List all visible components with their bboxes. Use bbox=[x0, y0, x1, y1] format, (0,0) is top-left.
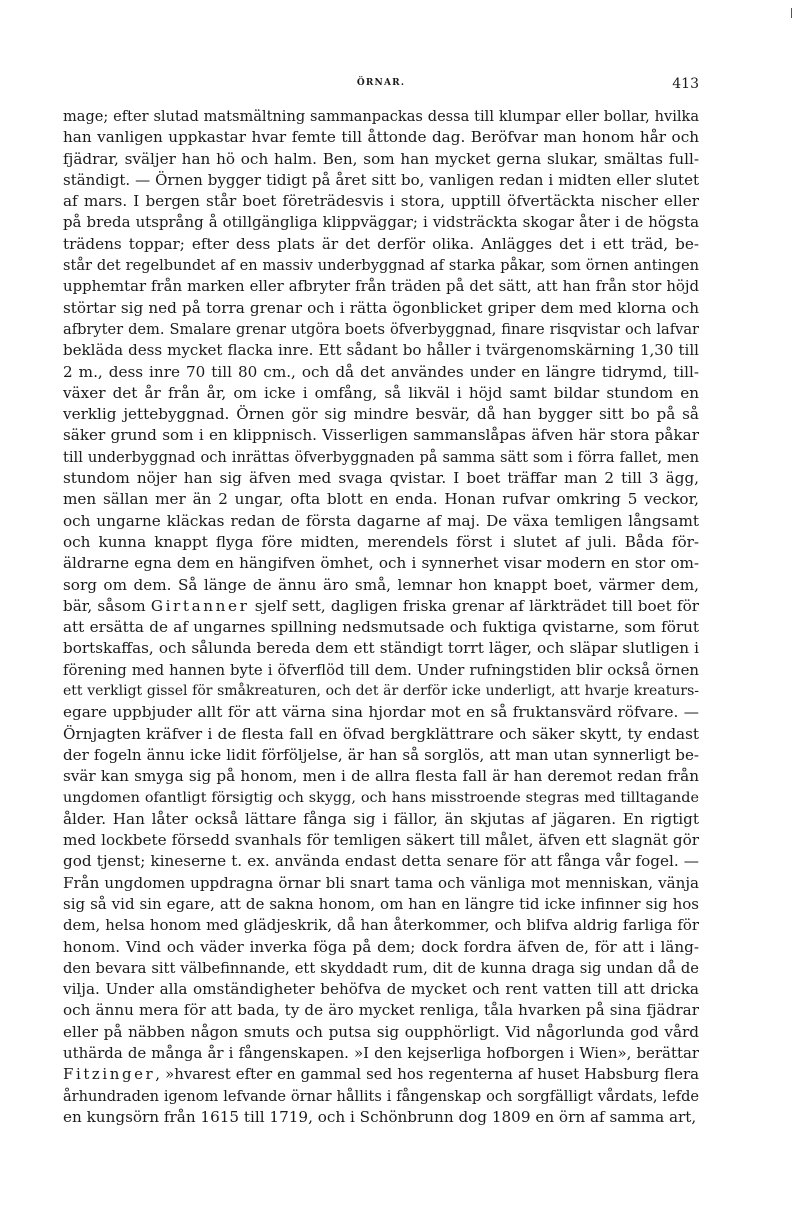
running-head: ÖRNAR. bbox=[356, 78, 406, 88]
spaced-name: Fitzinger bbox=[63, 1065, 156, 1084]
text-line: säker grund som i en klippnisch. Visserligen sammanslåpas äfven här stora påkar bbox=[63, 426, 699, 445]
text-line: ett verkligt gissel för småkreaturen, och det är derför icke underligt, att hvarje kreaturs- bbox=[63, 683, 699, 700]
text-line: ständigt. — Örnen bygger tidigt på året sitt bo, vanligen redan i midten eller slutet bbox=[63, 170, 699, 189]
text-line: den bevara sitt välbefinnande, ett skyddadt rum, dit de kunna draga sig undan då de bbox=[63, 959, 699, 977]
text-line: en kungsörn från 1615 till 1719, och i Schönbrunn dog 1809 en örn af samma art, bbox=[63, 1107, 697, 1126]
text-line: århundraden igenom lefvande örnar hållits i fångenskap och sorgfälligt vårdats, lefde bbox=[63, 1087, 699, 1105]
text-line: god tjenst; kineserne t. ex. använda endast detta senare för att fånga vår fogel. — bbox=[63, 852, 699, 871]
text-line: afbryter dem. Smalare grenar utgöra boets öfverbyggnad, finare risqvistar och lafvar bbox=[63, 320, 699, 338]
text-line: vilja. Under alla omständigheter behöfva de mycket och rent vatten till att dricka bbox=[63, 980, 699, 999]
text-line: mage; efter slutad matsmältning sammanpackas dessa till klumpar eller bollar, hvilka bbox=[63, 108, 699, 125]
text-line: stundom nöjer han sig äfven med svaga qvistar. I boet träffar man 2 till 3 ägg, bbox=[63, 469, 699, 488]
text-line: att ersätta de af ungarnes spillning nedsmutsade och fuktiga qvistarne, som förut bbox=[63, 618, 699, 637]
text-line: Örnjagten kräfver i de flesta fall en öfvad bergklättrare och säker skytt, ty endast bbox=[63, 724, 699, 743]
text-line: 2 m., dess inre 70 till 80 cm., och då det användes under en längre tidrymd, till- bbox=[63, 362, 699, 381]
text-line: han vanligen uppkastar hvar femte till åttonde dag. Beröfvar man honom hår och bbox=[63, 128, 699, 147]
text-line: af mars. I bergen står boet företrädesvis i stora, upptill öfvertäckta nischer eller bbox=[63, 192, 699, 211]
text-line: ungdomen ofantligt försigtig och skygg, och hans misstroende stegras med tilltagande bbox=[63, 789, 699, 806]
text-line: men sällan mer än 2 ungar, ofta blott en enda. Honan rufvar omkring 5 veckor, bbox=[63, 490, 699, 509]
text-line: svär kan smyga sig på honom, men i de allra flesta fall är han deremot redan från bbox=[63, 767, 699, 786]
text-line: och ungarne kläckas redan de första dagarne af maj. De växa temligen långsamt bbox=[63, 511, 699, 530]
text-line: uthärda de många år i fångenskapen. »I den kejserliga hofborgen i Wien», berättar bbox=[63, 1044, 699, 1063]
text-line: och ännu mera för att bada, ty de äro mycket renliga, tåla hvarken på sina fjädrar bbox=[63, 1001, 699, 1020]
text-line: ålder. Han låter också lättare fånga sig i fällor, än skjutas af jägaren. En rigtigt bbox=[63, 809, 699, 828]
text-line: till underbyggnad och inrättas öfverbyggnaden på samma sätt som i förra fallet, men bbox=[63, 448, 699, 466]
text-line: med lockbete försedd svanhals för temligen säkert till målet, äfven ett slagnät gör bbox=[63, 831, 699, 850]
text-line: bär, såsom Girtanner sjelf sett, dagligen friska grenar af lärkträdet till boet för bbox=[63, 596, 700, 615]
text-line: verklig jettebyggnad. Örnen gör sig mindre besvär, då han bygger sitt bo på så bbox=[63, 405, 699, 424]
page-header bbox=[63, 76, 699, 98]
text-line: på breda utsprång å otillgängliga klippväggar; i vidsträckta skogar åter i de högsta bbox=[63, 213, 699, 232]
text-line: och kunna knappt flyga före midten, merendels först i slutet af juli. Båda för- bbox=[63, 532, 699, 551]
text-line: eller på näbben någon smuts och putsa sig oupphörligt. Vid någorlunda god vård bbox=[63, 1022, 699, 1041]
text-line: upphemtar från marken eller afbryter från träden på det sätt, att han från stor höjd bbox=[63, 277, 699, 296]
text-line: bortskaffas, och sålunda bereda dem ett ständigt torrt läger, och släpar slutligen i bbox=[63, 639, 699, 658]
text-line: förening med hannen byte i öfverflöd till dem. Under rufningstiden blir också örnen bbox=[63, 660, 699, 679]
page-number: 413 bbox=[672, 76, 699, 92]
text-line: växer det år från år, om icke i omfång, så likväl i höjd samt bildar stundom en bbox=[63, 383, 699, 402]
text-line: Från ungdomen uppdragna örnar bli snart tama och vänliga mot menniskan, vänja bbox=[63, 873, 699, 892]
text-line: störtar sig ned på torra grenar och i rätta ögonblicket griper dem med klorna och bbox=[63, 298, 699, 317]
text-line: sig så vid sin egare, att de sakna honom, om han en längre tid icke infinner sig hos bbox=[63, 894, 699, 913]
text-line: Fitzinger, »hvarest efter en gammal sed hos regenterna af huset Habsburg flera bbox=[63, 1065, 699, 1084]
text-line: fjädrar, sväljer han hö och halm. Ben, som han mycket gerna slukar, smältas full- bbox=[63, 149, 699, 168]
text-line: der fogeln ännu icke lidit förföljelse, är han så sorglös, att man utan synnerligt be- bbox=[63, 745, 699, 764]
text-line: egare uppbjuder allt för att värna sina hjordar mot en så fruktansvärd röfvare. — bbox=[63, 703, 699, 722]
body-text bbox=[63, 106, 699, 1128]
book-page bbox=[63, 76, 699, 1128]
text-line: trädens toppar; efter dess plats är det derför olika. Anlägges det i ett träd, be- bbox=[63, 234, 699, 253]
text-line: dem, helsa honom med glädjeskrik, då han återkommer, och blifva aldrig farliga för bbox=[63, 916, 699, 935]
text-line: står det regelbundet af en massiv underbyggnad af starka påkar, som örnen antingen bbox=[63, 257, 699, 275]
spaced-name: Girtanner bbox=[150, 596, 250, 615]
text-line: beklädа dess mycket flacka inre. Ett sådant bo håller i tvärgenomskärning 1,30 till bbox=[63, 341, 699, 360]
text-line: äldrarne egna dem en hängifven ömhet, och i synnerhet visar modern en stor om- bbox=[63, 554, 699, 573]
text-line: honom. Vind och väder inverka föga på dem; dock fordra äfven de, för att i läng- bbox=[63, 937, 699, 956]
text-line: sorg om dem. Så länge de ännu äro små, lemnar hon knappt boet, värmer dem, bbox=[63, 575, 699, 594]
